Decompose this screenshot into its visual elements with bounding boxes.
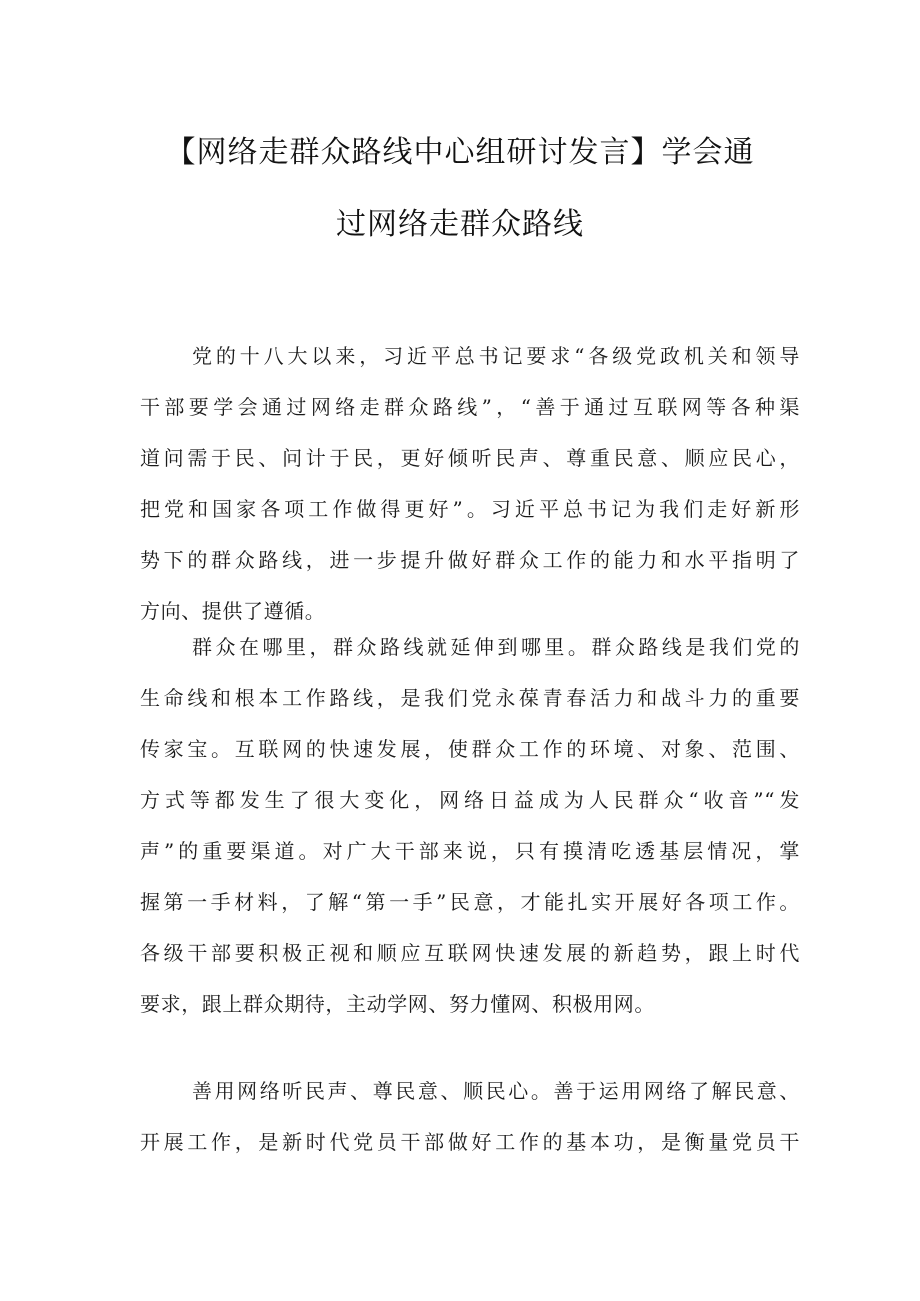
paragraph-line: 要求，跟上群众期待，主动学网、努力懂网、积极用网。: [140, 992, 655, 1016]
paragraph-line: 把党和国家各项工作做得更好”。习近平总书记为我们走好新形: [140, 497, 800, 521]
paragraph-line: 党的十八大以来，习近平总书记要求“各级党政机关和领导: [192, 344, 800, 368]
paragraph-line: 道问需于民、问计于民，更好倾听民声、尊重民意、顺应民心，: [140, 446, 800, 470]
paragraph-line: 声”的重要渠道。对广大干部来说，只有摸清吃透基层情况，掌: [140, 839, 800, 863]
paragraph-line: 握第一手材料，了解“第一手”民意，才能扎实开展好各项工作。: [140, 890, 800, 914]
paragraph-line: 生命线和根本工作路线，是我们党永葆青春活力和战斗力的重要: [140, 686, 800, 710]
paragraph-line: 开展工作，是新时代党员干部做好工作的基本功，是衡量党员干: [140, 1130, 800, 1154]
paragraph-line: 干部要学会通过网络走群众路线”，“善于通过互联网等各种渠: [140, 395, 800, 419]
paragraph-line: 势下的群众路线，进一步提升做好群众工作的能力和水平指明了: [140, 548, 800, 572]
paragraph-line: 各级干部要积极正视和顺应互联网快速发展的新趋势，跟上时代: [140, 941, 800, 965]
paragraph-2: [140, 622, 800, 1030]
document-title-line-2: 过网络走群众路线: [336, 207, 584, 242]
paragraph-3: [140, 1066, 800, 1168]
paragraph-line: 方式等都发生了很大变化，网络日益成为人民群众“收音”“发: [140, 788, 800, 812]
document-title-line-1: 【网络走群众路线中心组研讨发言】学会通: [165, 135, 755, 170]
paragraph-line: 方向、提供了遵循。: [140, 599, 326, 623]
paragraph-line: 传家宝。互联网的快速发展，使群众工作的环境、对象、范围、: [140, 737, 800, 761]
paragraph-1: [140, 331, 800, 637]
paragraph-line: 善用网络听民声、尊民意、顺民心。善于运用网络了解民意、: [192, 1079, 800, 1103]
paragraph-line: 群众在哪里，群众路线就延伸到哪里。群众路线是我们党的: [192, 635, 800, 659]
